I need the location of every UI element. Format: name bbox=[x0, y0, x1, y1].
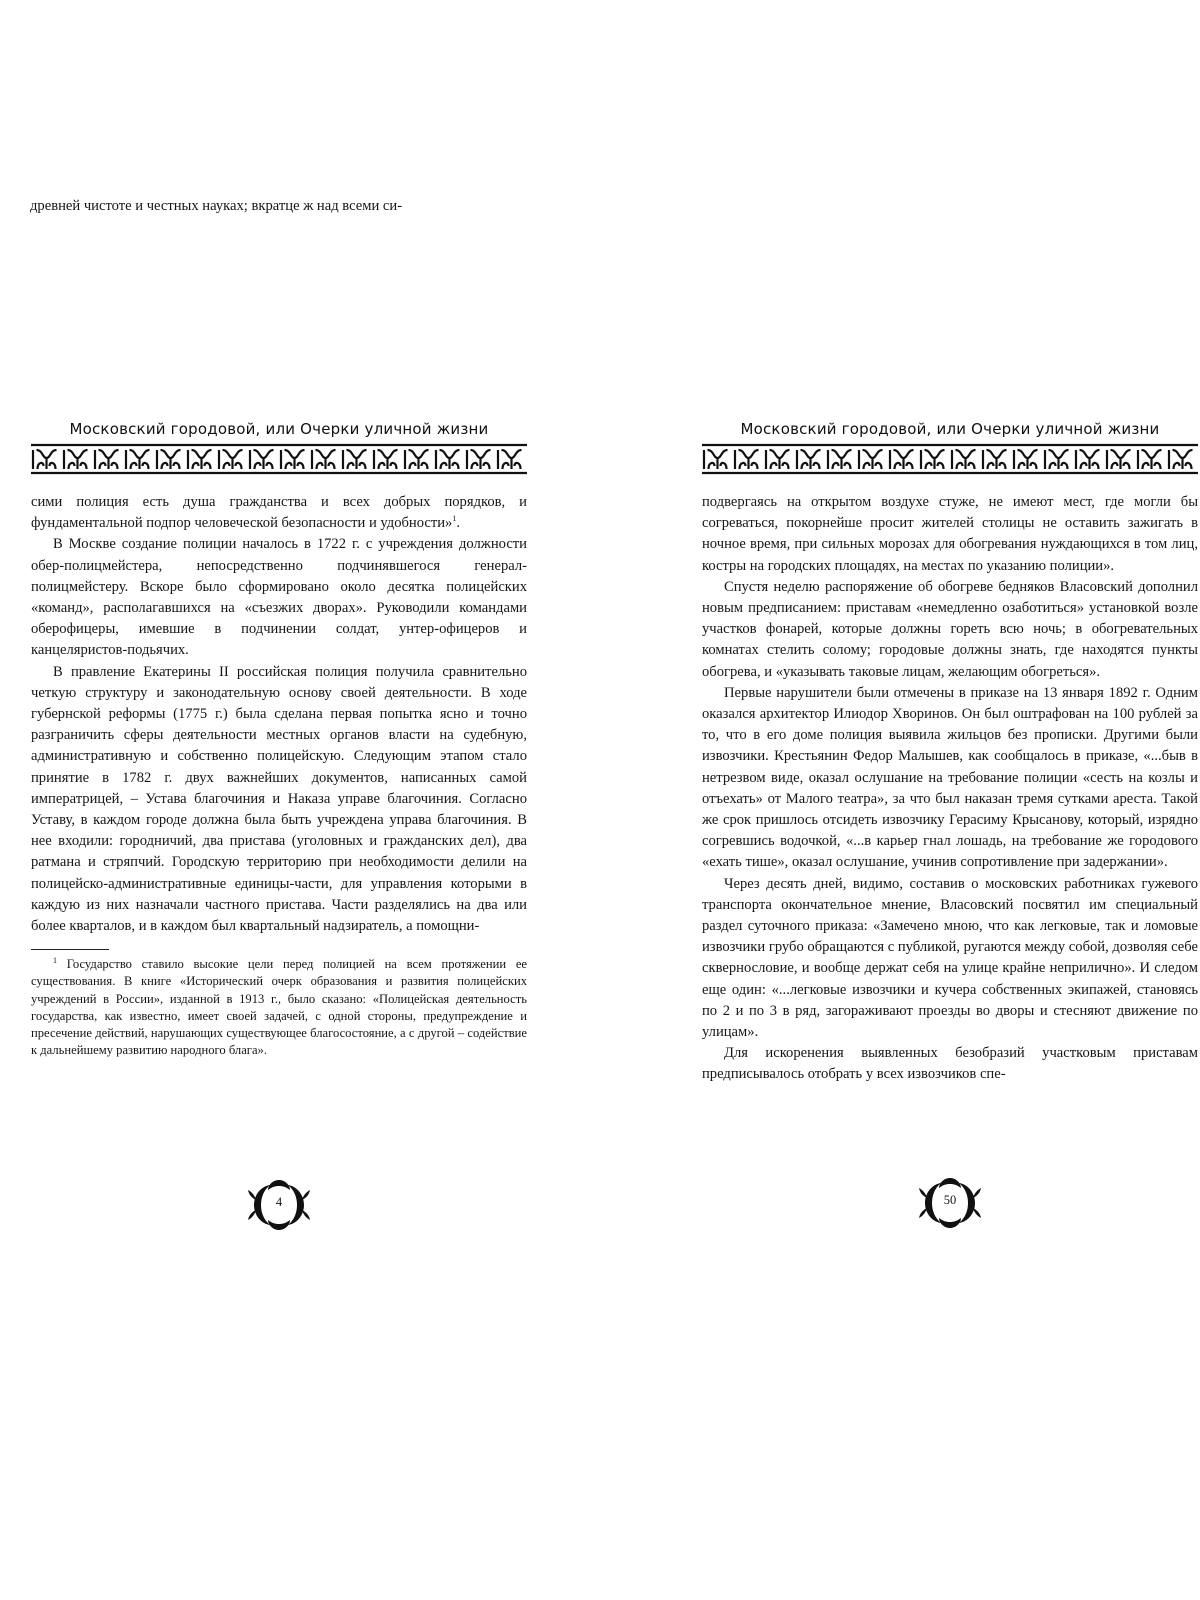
right-paragraph-5: Для искоренения выявленных безобразий участковым приставам предписывалось отобрать у всех извозчиков спе- bbox=[702, 1045, 1198, 1083]
left-paragraph-2: В Москве создание полиции началось в 1722 г. с учреждения должности обер-полицмейстера, непосредственно подчинявшегося генерал-полицмейстеру. Вскоре было сформировано около десятка полицейских «команд», располагавшихся на «съезжих дворах». Руководили командами оберофицеры, имевшие в подчинении солдат, унтер-офицеров и канцеляристов-подьячих. bbox=[31, 536, 527, 659]
right-page-number-ornament bbox=[917, 1174, 983, 1232]
left-footnote bbox=[31, 956, 527, 1059]
right-paragraph-1: подвергаясь на открытом воздухе стуже, не имеют мест, где могли бы согреваться, покорнейше просит жителей столицы не оставить зажигать в ночное время, при сильных морозах для обогревания нуждающихся в том лиц, костры на городских площадях, на местах по указанию полиции». bbox=[702, 494, 1198, 574]
right-paragraph-4: Через десять дней, видимо, составив о московских работниках гужевого транспорта окончательное мнение, Власовский посвятил им специальный раздел суточного приказа: «Замечено мною, что как легковые, так и ломовые извозчики грубо обращаются с публикой, ругаются между собой, дозволяя себе сквернословие, и вообще держат себя на улице крайне неприлично». И следом еще один: «...легковые извозчики и кучера собственных экипажей, становясь по 2 и по 3 в ряд, загораживают проезды во дворы и стесняют движение по улицам». bbox=[702, 875, 1198, 1041]
left-body-text bbox=[31, 492, 527, 937]
footnote-reference: 1 bbox=[452, 514, 457, 524]
right-body-text bbox=[702, 492, 1198, 1086]
right-paragraph-2: Спустя неделю распоряжение об обогреве бедняков Власовский дополнил новым предписанием: приставам «немедленно озаботиться» установкой возле участков фонарей, которые должны гореть всю ночь; в обогревательных комнатах стелить солому; городовые должны знать, где находятся пункты обогрева, и «указывать таковые лицам, желающим обогреться». bbox=[702, 578, 1198, 680]
left-ornament-border-icon bbox=[31, 442, 527, 476]
top-text-line: древней чистоте и честных науках; вкратце ж над всеми си- bbox=[30, 198, 403, 214]
footnote-mark: 1 bbox=[53, 956, 57, 966]
right-ornament-border-icon bbox=[702, 442, 1198, 476]
left-paragraph-3: В правление Екатерины II российская полиция получила сравнительно четкую структуру и законодательную основу своей деятельности. В ходе губернской реформы (1775 г.) была сделана первая попытка ясно и точно разграничить сферы деятельности местных органов власти на судебную, административную и собственно полицейскую. Следующим этапом стало принятие в 1782 г. двух важнейших документов, написанных самой императрицей, – Устава благочиния и Наказа управе благочиния. Согласно Уставу, в каждом городе должна была быть учреждена управа благочиния. В нее входили: городничий, два пристава (уголовных и гражданских дел), два ратмана и стряпчий. Городскую территорию при необходимости делили на полицейско-административные единицы-части, для управления которыми в каждую из них назначали частного пристава. Части разделялись на два или более кварталов, и в каждом был квартальный надзиратель, а помощни- bbox=[31, 663, 527, 935]
left-page bbox=[31, 418, 527, 1228]
right-running-head: Московский городовой, или Очерки уличной жизни bbox=[740, 420, 1160, 438]
footnote-text: Государство ставило высокие цели перед полицией на всем протяжении ее существования. В книге «Исторический очерк образования и развития полицейских учреждений в России», изданной в 1913 г., было сказано: «Полицейская деятельность государства, как известно, имеет своей задачей, с одной стороны, предупреждение и пресечение действий, нарушающих существующее благосостояние, а с другой – содействие к дальнейшему развитию народного блага». bbox=[31, 957, 528, 1058]
footnote-divider bbox=[31, 949, 109, 950]
left-page-number-ornament bbox=[246, 1176, 312, 1234]
right-page bbox=[702, 418, 1198, 1228]
left-paragraph-1: сими полиция есть душа гражданства и всех добрых порядков, и фундаментальной подпор человеческой безопасности и удобности»$^1$. bbox=[31, 494, 527, 532]
right-page-number: 50 bbox=[943, 1193, 957, 1207]
right-paragraph-3: Первые нарушители были отмечены в приказе на 13 января 1892 г. Одним оказался архитектор Илиодор Хворинов. Он был оштрафован на 100 рублей за то, что в его доме полиция выявила жильцов без прописки. Другими были извозчики. Крестьянин Федор Малышев, как сообщалось в приказе, «...быв в нетрезвом виде, оказал ослушание на требование полиции «сесть на козлы и отъехать» от Малого театра», за что был наказан тремя сутками ареста. Такой же срок пришлось отсидеть извозчику Герасиму Крысанову, который, изрядно согревшись водочкой, «...в карьер гнал лошадь, на требование же городового «ехать тише», оказал ослушание, учинив сопротивление при задержании». bbox=[702, 684, 1198, 871]
top-text-fragment bbox=[30, 196, 500, 217]
left-page-number: 4 bbox=[275, 1195, 283, 1209]
left-running-head: Московский городовой, или Очерки уличной жизни bbox=[69, 420, 489, 438]
